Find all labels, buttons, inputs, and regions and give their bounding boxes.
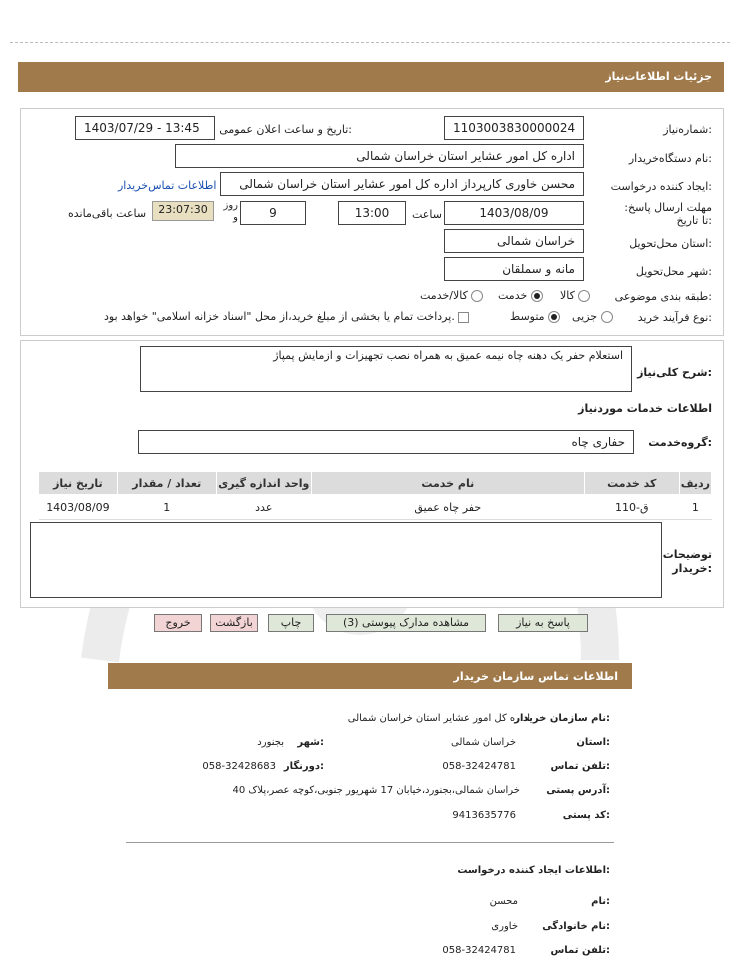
creator-label: ایجاد کننده درخواست: bbox=[610, 180, 712, 193]
contact-province-value: خراسان شمالی bbox=[450, 737, 516, 748]
radio-selected-icon bbox=[548, 311, 560, 323]
remaining-label: ساعت باقی‌مانده bbox=[68, 207, 147, 220]
cell-qty: 1 bbox=[117, 495, 216, 520]
announce-field: 1403/07/29 - 13:45 bbox=[75, 116, 215, 140]
contact-city-label: شهر: bbox=[297, 737, 324, 748]
category-service-label: خدمت bbox=[498, 289, 528, 302]
exit-button[interactable]: خروج bbox=[154, 614, 202, 632]
col-date: تاریخ نیاز bbox=[39, 472, 118, 495]
province-field: خراسان شمالی bbox=[444, 229, 584, 253]
creator-info-title: اطلاعات ایجاد کننده درخواست: bbox=[457, 865, 610, 876]
checkbox-icon bbox=[458, 312, 469, 323]
contact-divider bbox=[126, 842, 614, 843]
process-minor-radio[interactable] bbox=[572, 310, 613, 323]
radio-icon bbox=[578, 290, 590, 302]
description-label: شرح کلی‌نیاز: bbox=[637, 366, 712, 379]
contact-city-value: بجنورد bbox=[257, 737, 284, 748]
org-label: نام سازمان خریدار: bbox=[514, 713, 610, 724]
days-label: روز و bbox=[223, 200, 238, 223]
buyer-contact-link[interactable]: اطلاعات تماس‌خریدار bbox=[118, 179, 217, 192]
family-value: خاوری bbox=[491, 921, 518, 932]
process-medium-radio[interactable] bbox=[510, 310, 560, 323]
category-goods-label: کالا bbox=[560, 289, 575, 302]
description-field: استعلام حفر یک دهنه چاه نیمه عمیق به همراه نصب تجهیزات و ازمایش پمپاژ bbox=[140, 346, 632, 392]
col-code: کد خدمت bbox=[584, 472, 679, 495]
postal-value: 9413635776 bbox=[452, 810, 516, 821]
services-table bbox=[38, 471, 712, 520]
city-field: مانه و سملقان bbox=[444, 257, 584, 281]
cell-unit: عدد bbox=[216, 495, 311, 520]
process-label: نوع فرآیند خرید: bbox=[637, 311, 712, 324]
print-button[interactable]: چاپ bbox=[268, 614, 314, 632]
contact-title: اطلاعات تماس سازمان خریدار bbox=[453, 670, 618, 683]
postal-label: کد پستی: bbox=[562, 810, 610, 821]
need-number-label: شماره‌نیاز: bbox=[663, 123, 712, 136]
buyer-label: نام دستگاه‌خریدار: bbox=[628, 152, 712, 165]
category-mixed-radio[interactable] bbox=[420, 289, 483, 302]
need-number-field: 1103003830000024 bbox=[444, 116, 584, 140]
page-header bbox=[18, 62, 724, 92]
announce-label: تاریخ و ساعت اعلان عمومی: bbox=[219, 123, 352, 136]
top-divider bbox=[10, 42, 730, 43]
creator-field: محسن خاوری کارپرداز اداره کل امور عشایر استان خراسان شمالی bbox=[220, 172, 584, 196]
col-qty: تعداد / مقدار bbox=[117, 472, 216, 495]
org-value: اداره کل امور عشایر استان خراسان شمالی bbox=[347, 713, 530, 724]
city-label: شهر محل‌تحویل: bbox=[635, 265, 712, 278]
remaining-time: 23:07:30 bbox=[152, 201, 214, 221]
back-button[interactable]: بازگشت bbox=[210, 614, 258, 632]
table-row bbox=[39, 495, 712, 520]
fax-label: دورنگار: bbox=[283, 761, 324, 772]
col-name: نام خدمت bbox=[311, 472, 584, 495]
fax-value: 058-32428683 bbox=[202, 761, 276, 772]
attachments-button[interactable]: مشاهده مدارک پیوستی (3) bbox=[326, 614, 486, 632]
contact-header bbox=[108, 663, 632, 689]
deadline-label: مهلت ارسال پاسخ: تا تاریخ: bbox=[624, 201, 712, 227]
cell-code: ق-110 bbox=[584, 495, 679, 520]
creator-phone-label: تلفن تماس: bbox=[550, 945, 610, 956]
name-value: محسن bbox=[489, 896, 518, 907]
services-title: اطلاعات خدمات موردنیاز bbox=[578, 402, 712, 415]
deadline-date-field: 1403/08/09 bbox=[444, 201, 584, 225]
name-label: نام: bbox=[591, 896, 610, 907]
creator-phone-value: 058-32424781 bbox=[442, 945, 516, 956]
days-field: 9 bbox=[240, 201, 306, 225]
buyer-field: اداره کل امور عشایر استان خراسان شمالی bbox=[175, 144, 584, 168]
phone-value: 058-32424781 bbox=[442, 761, 516, 772]
category-goods-radio[interactable] bbox=[560, 289, 590, 302]
radio-icon bbox=[471, 290, 483, 302]
payment-note: پرداخت تمام یا بخشی از مبلغ خرید،از محل "اسناد خزانه اسلامی" خواهد بود. bbox=[104, 310, 455, 323]
address-label: آدرس پستی: bbox=[546, 785, 610, 796]
address-value: خراسان شمالی،بجنورد،خیابان 17 شهریور جنوبی،کوچه عصر،پلاک 40 bbox=[232, 785, 520, 796]
col-unit: واحد اندازه گیری bbox=[216, 472, 311, 495]
category-mixed-label: کالا/خدمت bbox=[420, 289, 468, 302]
buyer-notes-field bbox=[30, 522, 662, 598]
process-minor-label: جزیی bbox=[572, 310, 598, 323]
treasury-payment-option[interactable] bbox=[104, 310, 469, 323]
cell-date: 1403/08/09 bbox=[39, 495, 118, 520]
col-row: ردیف bbox=[679, 472, 711, 495]
cell-name: حفر چاه عمیق bbox=[311, 495, 584, 520]
deadline-time-label: ساعت bbox=[412, 208, 442, 221]
process-medium-label: متوسط bbox=[510, 310, 545, 323]
family-label: نام خانوادگی: bbox=[542, 921, 610, 932]
radio-icon bbox=[601, 311, 613, 323]
radio-selected-icon bbox=[531, 290, 543, 302]
category-label: طبقه بندی موضوعی: bbox=[614, 290, 712, 303]
service-group-label: گروه‌خدمت: bbox=[648, 436, 712, 449]
contact-province-label: استان: bbox=[576, 737, 610, 748]
category-service-radio[interactable] bbox=[498, 289, 543, 302]
cell-row: 1 bbox=[679, 495, 711, 520]
service-group-field: حفاری چاه bbox=[138, 430, 634, 454]
province-label: استان محل‌تحویل: bbox=[629, 237, 712, 250]
reply-button[interactable]: پاسخ به نیاز bbox=[498, 614, 588, 632]
deadline-time-field: 13:00 bbox=[338, 201, 406, 225]
buyer-notes-label: توضیحات خریدار: bbox=[662, 548, 712, 575]
page-title: جزئیات اطلاعات‌نیاز bbox=[605, 70, 712, 83]
phone-label: تلفن تماس: bbox=[550, 761, 610, 772]
